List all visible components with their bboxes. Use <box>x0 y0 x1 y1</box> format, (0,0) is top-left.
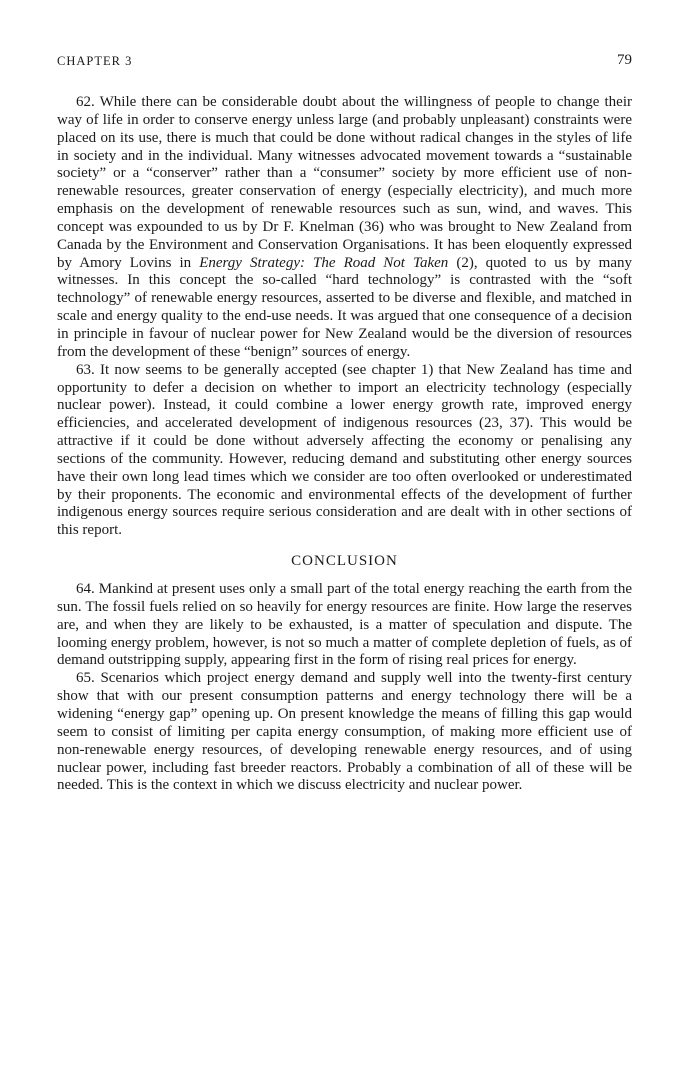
paragraph-63 <box>57 362 632 540</box>
paragraph-text: It now seems to be generally accepted (see chapter 1) that New Zealand has time and opportunity to defer a decision on whether to import an electricity technology (especially nuclear power). Instead, it could combine a lower energy growth rate, improved energy efficiencies, and accelerated development of indigenous resources (23, 37). This would be attractive if it could be done without adversely affecting the economy or penalising any sections of the community. However, reducing demand and substituting other energy sources have their own long lead times which we consider are too often overlooked or underestimated by their proponents. The economic and environmental effects of the development of further indigenous energy sources require serious consideration and are dealt with in other sections of this report. <box>57 361 633 539</box>
paragraph-64 <box>57 581 632 670</box>
paragraph-65 <box>57 670 632 795</box>
section-heading-conclusion: CONCLUSION <box>291 553 398 570</box>
paragraph-text: (2), quoted to us by many witnesses. In this concept the so-called “hard technology” is contrasted with the “soft technology” of renewable energy resources, asserted to be diverse and flexible, and matched in scale and energy quality to the end-use needs. It was argued that one consequence of a decision in principle in favour of nuclear power for New Zealand would be the diversion of resources from the development of these “benign” sources of energy. <box>57 254 632 360</box>
paragraph-number: 63. <box>76 361 95 378</box>
body-text <box>57 94 632 795</box>
paragraph-text: Mankind at present uses only a small part of the total energy reaching the earth from the sun. The fossil fuels relied on so heavily for energy resources are finite. How large the reserves are, and when they are likely to be exhausted, is a matter of speculation and dispute. The looming energy problem, however, is not so much a matter of complete depletion of fuels, as of demand outstripping supply, appearing first in the form of rising real prices for energy. <box>57 581 632 669</box>
cited-title: Energy Strategy: The Road Not Taken <box>199 254 449 271</box>
paragraph-62 <box>57 94 632 362</box>
chapter-label: CHAPTER 3 <box>57 54 133 68</box>
paragraph-text: While there can be considerable doubt about the willingness of people to change their way of life in order to conserve energy unless large (and probably unpleasant) constraints were placed on its use, there is much that could be done without radical changes in the styles of life in society and in the individual. Many witnesses advocated movement towards a “sustainable society” or a “conserver” rather than a “consumer” society by more efficient use of non-renewable resources, greater conservation of energy (especially electricity), and much more emphasis on the development of renewable resources such as sun, wind, and waves. This concept was expounded to us by Dr F. Knelman (36) who was brought to New Zealand from Canada by the Environment and Conservation Organisations. It has been eloquently expressed by Amory Lovins in <box>57 94 632 271</box>
paragraph-group-after <box>57 581 632 795</box>
paragraph-number: 65. <box>76 670 95 687</box>
running-head <box>57 52 632 72</box>
paragraph-number: 64. <box>76 581 95 598</box>
paragraph-number: 62. <box>76 94 95 110</box>
paragraph-text: Scenarios which project energy demand and supply well into the twenty-first century show that with our present consumption patterns and energy technology there will be a widening “energy gap” opening up. On present knowledge the means of filling this gap would seem to consist of limiting per capita energy consumption, of making more efficient use of non-renewable energy resources, of developing renewable energy resources, and of using nuclear power, including fast breeder reactors. Probably a combination of all of these will be needed. This is the context in which we discuss electricity and nuclear power. <box>57 670 633 794</box>
page-number: 79 <box>617 52 632 68</box>
paragraph-group-before <box>57 94 632 540</box>
